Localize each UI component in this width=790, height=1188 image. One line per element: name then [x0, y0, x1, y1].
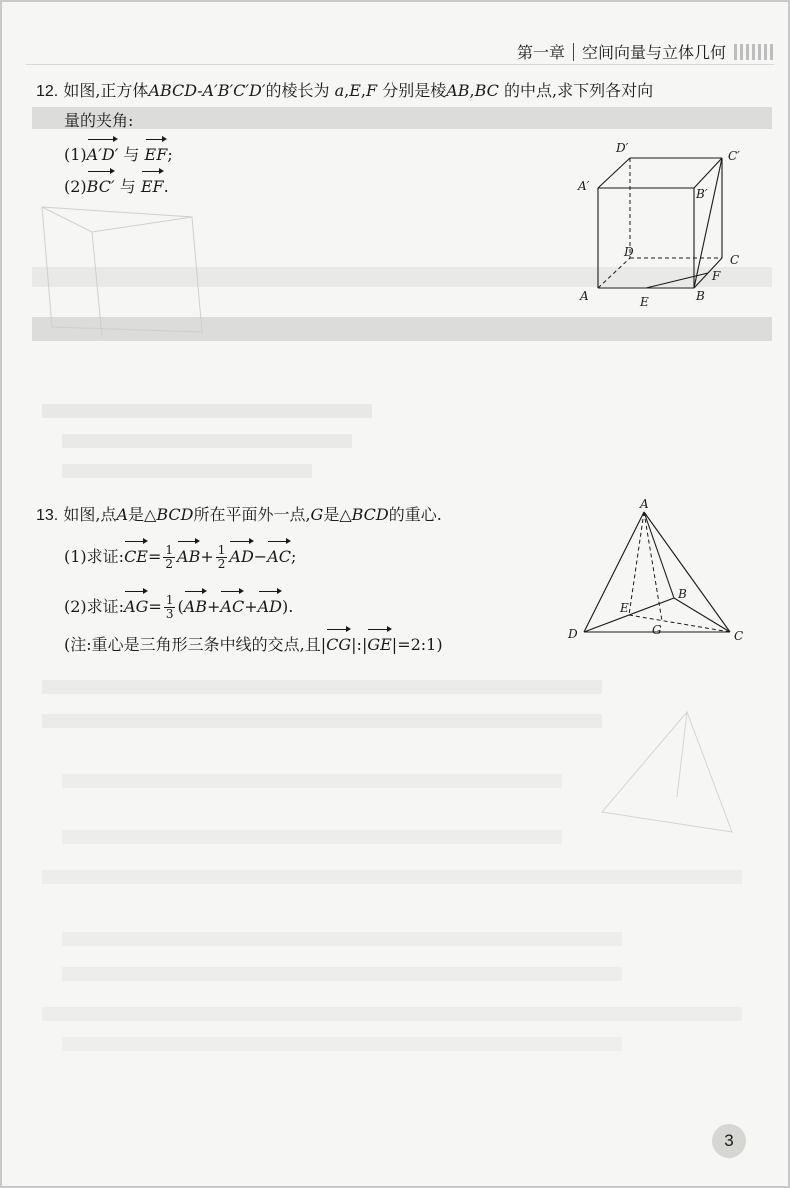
fraction-third: [164, 594, 176, 621]
stem-text: 分别是棱: [382, 81, 447, 100]
punct: .: [288, 597, 294, 616]
label-f: F: [712, 269, 721, 283]
label-c: C: [730, 253, 740, 267]
solid-name: A′B′C′D′: [202, 81, 266, 100]
paren: ): [282, 597, 289, 616]
bleed-line: [62, 1037, 622, 1051]
operator: =: [147, 547, 162, 566]
punct: ,: [469, 81, 475, 100]
label-g: G: [652, 623, 662, 637]
chapter-label: 第一章: [516, 43, 565, 62]
label-d: D: [568, 627, 578, 641]
bleed-line: [62, 932, 622, 946]
vector: AD: [229, 538, 253, 572]
question-13-part1: [64, 538, 296, 572]
bleed-line: [62, 830, 562, 844]
vector: EF: [141, 168, 164, 202]
bleed-line: [42, 1007, 742, 1021]
numerator: 1: [165, 593, 174, 607]
vector: AC: [267, 538, 291, 572]
numerator: 1: [217, 543, 226, 557]
label-d1: D′: [616, 141, 629, 155]
conjunction: 与: [123, 145, 140, 164]
part-label: (2)求证:: [64, 597, 125, 616]
triangle-bcd: BCD: [351, 505, 389, 524]
label-c: C: [734, 629, 744, 643]
bleed-figure: [32, 187, 222, 347]
denominator: 2: [165, 557, 174, 571]
running-header: [517, 40, 774, 63]
stem-text: 如图,正方体: [63, 81, 149, 100]
segment-ef: [646, 273, 708, 288]
chapter-title: 空间向量与立体几何: [581, 43, 726, 62]
bleed-line: [42, 870, 742, 884]
punct: ,: [360, 81, 366, 100]
vector: EF: [145, 136, 168, 170]
part-label: (1): [64, 145, 87, 164]
header-rule: [26, 64, 774, 65]
fraction-half: [216, 544, 228, 571]
bleed-band: [32, 107, 772, 129]
point-a: A: [116, 505, 128, 524]
denominator: 3: [165, 607, 174, 621]
stem-text: 是△: [323, 505, 352, 524]
label-c1: C′: [728, 149, 740, 163]
label-e: E: [640, 295, 649, 309]
stem-text: 的棱长为: [265, 81, 330, 100]
edge: [694, 158, 722, 188]
vector: CG: [326, 626, 351, 660]
edge-bc: BC: [474, 81, 499, 100]
stem-text: 量的夹角:: [64, 111, 134, 130]
punct: ;: [290, 547, 297, 566]
note-text: |=2:1): [391, 635, 443, 654]
point-f: F: [365, 81, 378, 100]
operator: +: [244, 597, 258, 616]
note-text: (注:重心是三角形三条中线的交点,且|: [64, 635, 327, 654]
vector: CE: [124, 538, 148, 572]
vector: BC′: [87, 168, 115, 202]
bleed-figure: [582, 702, 762, 852]
vector: AG: [124, 588, 148, 622]
point-e: E: [349, 81, 361, 100]
label-a: A: [640, 498, 649, 511]
bleed-line: [42, 404, 372, 418]
page-number-badge: [712, 1124, 746, 1158]
stem-text: 的重心.: [388, 505, 442, 524]
stem-text: 所在平面外一点,: [193, 505, 311, 524]
operator: +: [200, 547, 214, 566]
dash: -: [197, 81, 203, 100]
triangle-bcd: BCD: [156, 505, 194, 524]
question-13-part2: [64, 588, 293, 622]
punct: ,: [344, 81, 350, 100]
operator: +: [207, 597, 221, 616]
bleed-line: [42, 714, 602, 728]
hidden-edge: [598, 258, 630, 288]
paren: (: [177, 597, 184, 616]
cube-figure: [572, 140, 762, 312]
label-b: B: [678, 587, 687, 601]
bleed-line: [42, 680, 602, 694]
vector: AC: [220, 588, 244, 622]
note-text: |:|: [351, 635, 368, 654]
edge-ab: AB: [446, 81, 470, 100]
numerator: 1: [165, 543, 174, 557]
point-g: G: [310, 505, 324, 524]
question-13-stem: [36, 500, 596, 531]
bleed-line: [62, 967, 622, 981]
bleed-line: [62, 434, 352, 448]
vector: AB: [184, 588, 207, 622]
bleed-line: [62, 774, 562, 788]
vector: AB: [177, 538, 200, 572]
label-a: A: [580, 289, 589, 303]
page-number: 3: [724, 1131, 734, 1150]
punct: .: [163, 177, 169, 196]
question-12-stem: [36, 76, 766, 107]
part-label: (2): [64, 177, 87, 196]
question-12-stem-line2: [64, 106, 133, 136]
edge-ac: [644, 512, 730, 632]
question-number: 12.: [36, 83, 59, 100]
denominator: 2: [217, 557, 226, 571]
header-separator: [573, 43, 574, 61]
question-12-part1: [64, 136, 173, 170]
part-label: (1)求证:: [64, 547, 125, 566]
operator: −: [253, 547, 268, 566]
vector: AD: [258, 588, 282, 622]
question-13-note: [64, 626, 443, 660]
stem-text: 的中点,求下列各对向: [504, 81, 654, 100]
vector: GE: [367, 626, 391, 660]
label-d: D: [624, 245, 634, 259]
tetrahedron-figure: [562, 498, 762, 648]
label-e: E: [620, 601, 629, 615]
header-stripes: [734, 44, 774, 60]
label-a1: A′: [578, 179, 590, 193]
fraction-half: [163, 544, 175, 571]
conjunction: 与: [119, 177, 136, 196]
question-12-part2: [64, 168, 169, 202]
solid-name: ABCD: [148, 81, 198, 100]
edge: [598, 158, 630, 188]
stem-text: 是△: [128, 505, 157, 524]
edge-ad: [584, 512, 644, 632]
edge-ab: [644, 512, 674, 598]
label-b: B: [696, 289, 705, 303]
edge-length: a: [334, 81, 345, 100]
segment-ag: [644, 512, 662, 621]
stem-text: 如图,点: [63, 505, 117, 524]
label-b1: B′: [696, 187, 708, 201]
operator: =: [148, 597, 162, 616]
median-ce: [629, 615, 730, 632]
vector: A′D′: [87, 136, 119, 170]
question-number: 13.: [36, 507, 59, 524]
punct: ;: [167, 145, 173, 164]
bleed-line: [62, 464, 312, 478]
